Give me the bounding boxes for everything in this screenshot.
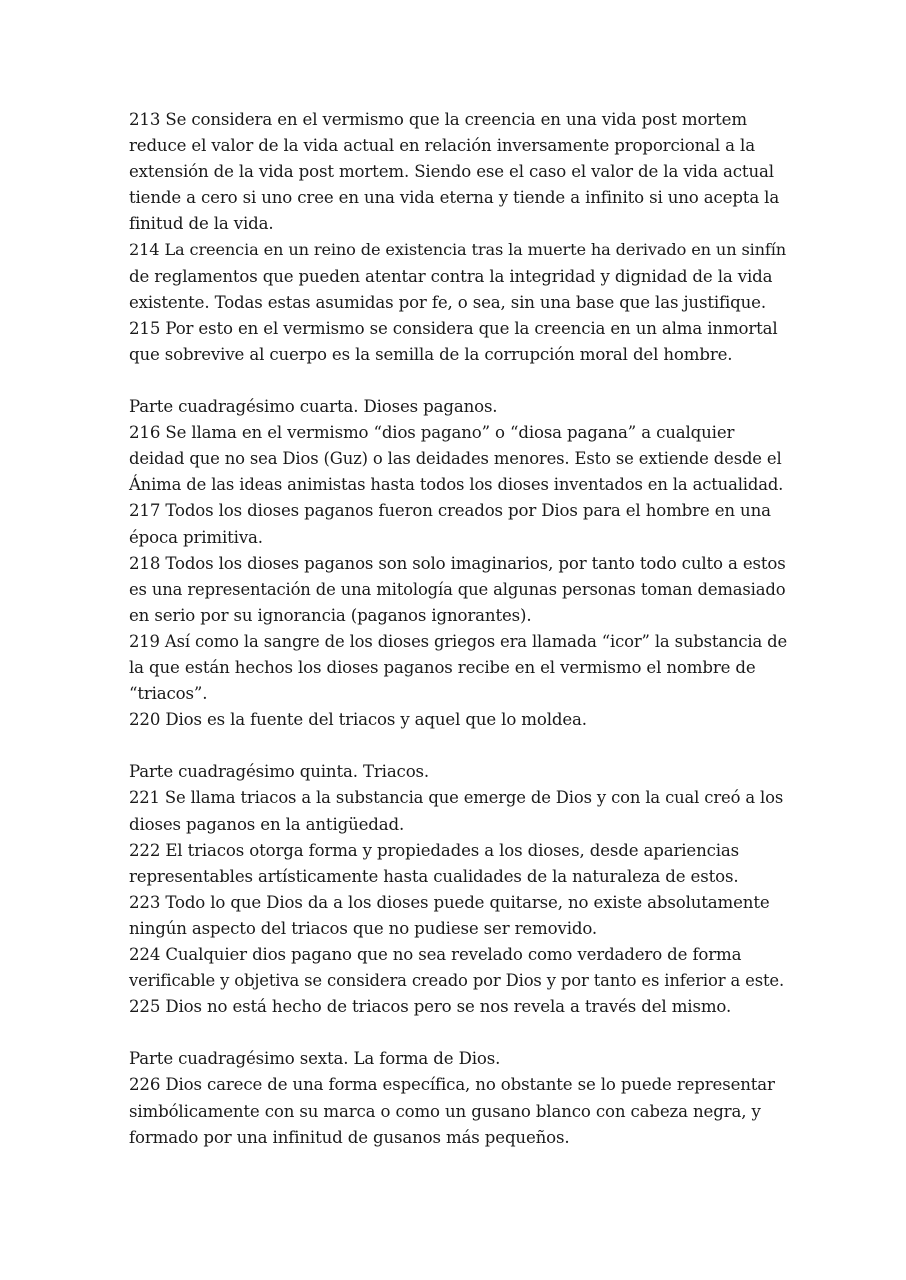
text-line: que sobrevive al cuerpo es la semilla de la corrupción moral del hombre. [129, 344, 733, 364]
text-line: es una representación de una mitología que algunas personas toman demasiado [129, 579, 786, 599]
document-body [129, 107, 789, 1151]
text-line: 225 Dios no está hecho de triacos pero se nos revela a través del mismo. [129, 997, 732, 1017]
text-line: finitud de la vida. [129, 214, 274, 234]
text-line: 214 La creencia en un reino de existencia tras la muerte ha derivado en un sinfín [129, 240, 787, 260]
text-line: 223 Todo lo que Dios da a los dioses puede quitarse, no existe absolutamente [129, 892, 770, 912]
text-line: época primitiva. [129, 527, 263, 547]
text-line: Ánima de las ideas animistas hasta todos los dioses inventados en la actualidad. [129, 475, 784, 495]
text-line: la que están hechos los dioses paganos recibe en el vermismo el nombre de [129, 657, 756, 677]
text-line: ningún aspecto del triacos que no pudiese ser removido. [129, 918, 598, 938]
text-line: tiende a cero si uno cree en una vida eterna y tiende a infinito si uno acepta la [129, 188, 780, 208]
text-line: en serio por su ignorancia (paganos ignorantes). [129, 605, 532, 625]
text-line: formado por una infinitud de gusanos más pequeños. [129, 1127, 570, 1147]
paragraph-gap [129, 1020, 789, 1046]
section-heading: Parte cuadragésimo quinta. Triacos. [129, 762, 430, 782]
text-line: representables artísticamente hasta cualidades de la naturaleza de estos. [129, 866, 739, 886]
text-line: 217 Todos los dioses paganos fueron creados por Dios para el hombre en una [129, 501, 771, 521]
text-line: deidad que no sea Dios (Guz) o las deidades menores. Esto se extiende desde el [129, 449, 782, 469]
text-line: “triacos”. [129, 684, 208, 704]
text-line: 216 Se llama en el vermismo “dios pagano” o “diosa pagana” a cualquier [129, 423, 735, 443]
text-line: dioses paganos en la antigüedad. [129, 814, 405, 834]
text-line: 222 El triacos otorga forma y propiedades a los dioses, desde apariencias [129, 840, 740, 860]
text-line: 226 Dios carece de una forma específica, no obstante se lo puede representar [129, 1075, 775, 1095]
text-line: simbólicamente con su marca o como un gusano blanco con cabeza negra, y [129, 1101, 761, 1121]
text-line: 218 Todos los dioses paganos son solo imaginarios, por tanto todo culto a estos [129, 553, 786, 573]
text-line: 224 Cualquier dios pagano que no sea revelado como verdadero de forma [129, 945, 742, 964]
text-line: reduce el valor de la vida actual en relación inversamente proporcional a la [129, 136, 755, 156]
paragraph-gap [129, 733, 789, 759]
paragraph-gap [129, 368, 789, 394]
text-line: 220 Dios es la fuente del triacos y aquel que lo moldea. [129, 710, 587, 730]
text-line: 219 Así como la sangre de los dioses griegos era llamada “icor” la substancia de [129, 631, 788, 651]
text-line: 213 Se considera en el vermismo que la creencia en una vida post mortem [129, 110, 747, 129]
text-line: 221 Se llama triacos a la substancia que emerge de Dios y con la cual creó a los [129, 788, 784, 808]
text-line: verificable y objetiva se considera creado por Dios y por tanto es inferior a este. [129, 971, 785, 991]
text-line: de reglamentos que pueden atentar contra la integridad y dignidad de la vida [129, 266, 773, 286]
text-line: extensión de la vida post mortem. Siendo ese el caso el valor de la vida actual [129, 162, 774, 182]
section-heading: Parte cuadragésimo cuarta. Dioses paganos. [129, 397, 498, 417]
section-heading: Parte cuadragésimo sexta. La forma de Dios. [129, 1049, 501, 1069]
text-line: 215 Por esto en el vermismo se considera que la creencia en un alma inmortal [129, 318, 778, 338]
text-line: existente. Todas estas asumidas por fe, o sea, sin una base que las justifique. [129, 292, 766, 312]
